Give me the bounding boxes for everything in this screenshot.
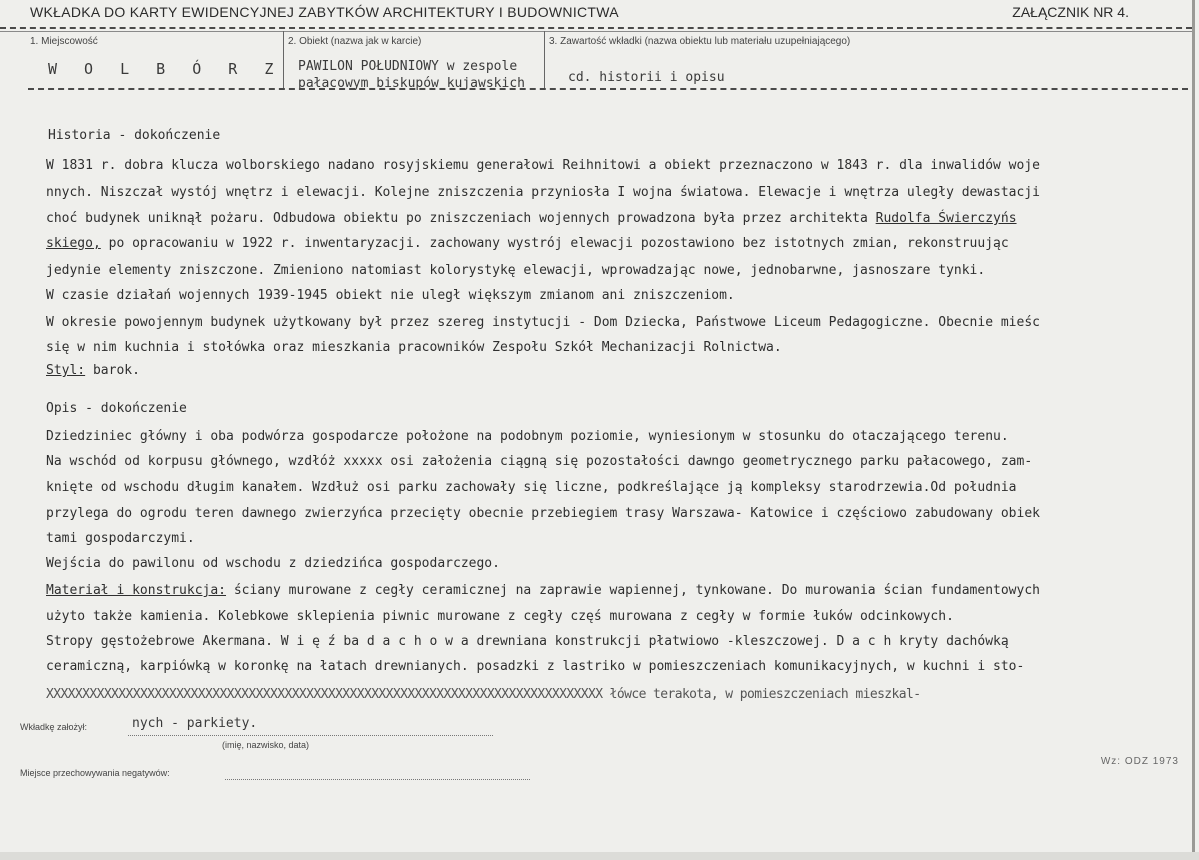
author-label: Wkładkę założył: — [20, 722, 88, 732]
place-label: 1. Miejscowość — [30, 36, 98, 47]
material-line: ceramiczną, karpiówką w koronkę na łatach drewnianych. posadzki z lastriko w pomieszczeniach komunikacyjnych, w kuchni i sto- — [46, 659, 1025, 674]
negatives-dotted-line — [225, 779, 530, 780]
history-line: W okresie powojennym budynek użytkowany był przez szereg instytucji - Dom Dziecka, Państwowe Liceum Pedagogiczne. Obecnie mieśc — [46, 315, 1040, 330]
material-text: ściany murowane z cegły ceramicznej na zaprawie wapiennej, tynkowane. Do murowania ścian fundamentowych — [226, 583, 1040, 598]
header-rule — [0, 27, 1192, 29]
history-heading: Historia - dokończenie — [48, 128, 221, 143]
description-heading: Opis - dokończenie — [46, 401, 187, 416]
material-line: użyto także kamienia. Kolebkowe sklepienia piwnic murowane z cegły częś murowana z cegły w formie łuków odcinkowych. — [46, 609, 954, 624]
header-rule-thin — [0, 31, 1192, 32]
architect-name: Rudolfa Świerczyńs — [875, 211, 1017, 226]
place-value: W O L B Ó R Z — [48, 60, 283, 78]
description-line: Dziedziniec główny i oba podwórza gospodarcze położone na podobnym poziomie, wyniesionym w stosunku do otaczającego terenu. — [46, 429, 1009, 444]
content-label: 3. Zawartość wkładki (nazwa obiektu lub materiału uzupełniającego) — [549, 36, 851, 47]
content-value: cd. historii i opisu — [568, 70, 725, 85]
field-divider — [283, 31, 284, 89]
material-line — [46, 582, 1040, 600]
history-line: jedynie elementy zniszczone. Zmieniono natomiast kolorystykę elewacji, wprowadzając nowe, jednobarwne, jasnoszare tynki. — [46, 263, 986, 278]
sheet-edge-right — [1192, 0, 1195, 860]
history-line: się w nim kuchnia i stołówka oraz mieszkania pracowników Zespołu Szkół Mechanizacji Rolnictwa. — [46, 340, 782, 355]
object-value-line1: PAWILON POŁUDNIOWY w zespole — [298, 59, 518, 74]
description-line: Wejścia do pawilonu od wschodu z dziedzińca gospodarczego. — [46, 556, 500, 571]
history-line: W 1831 r. dobra klucza wolborskiego nadano rosyjskiemu generałowi Reihnitowi a obiekt przeznaczono w 1843 r. dla inwalidów woje — [46, 158, 1040, 173]
negatives-label: Miejsce przechowywania negatywów: — [20, 768, 170, 778]
description-line: przylega do ogrodu teren dawnego zwierzyńca przecięty obecnie przebiegiem trasy Warszawa- Katowice i częściowo zabudowany obiek — [46, 506, 1040, 521]
form-number: Wz: ODZ 1973 — [1100, 756, 1179, 767]
author-dotted-line — [128, 735, 493, 736]
form-title: WKŁADKA DO KARTY EWIDENCYJNEJ ZABYTKÓW ARCHITEKTURY I BUDOWNICTWA — [30, 4, 619, 20]
history-line-text: po opracowaniu w 1922 r. inwentaryzacji. zachowany wystrój elewacji pozostawiono bez istotnych zmian, rekonstruując — [100, 236, 1009, 251]
style-value: barok. — [85, 363, 140, 378]
style-line — [46, 362, 140, 380]
history-line: nnych. Niszczał wystój wnętrz i elewacji. Kolejne zniszczenia przyniosła I wojna światowa. Elewacje i wnętrza uległy dewastacji — [46, 185, 1040, 200]
history-line: W czasie działań wojennych 1939-1945 obiekt nie uległ większym zmianom ani zniszczeniom. — [46, 288, 735, 303]
description-line: tami gospodarczymi. — [46, 531, 195, 546]
material-line: Stropy gęstożebrowe Akermana. W i ę ź ba d a c h o w a drewniana konstrukcji płatwiowo -kleszczowej. D a c h kryty dachówką — [46, 634, 1009, 649]
architect-name-end: skiego, — [46, 236, 101, 251]
material-line-struck: XXXXXXXXXXXXXXXXXXXXXXXXXXXXXXXXXXXXXXXXXXXXXXXXXXXXXXXXXXXXXXXXXXXXXXXXXXXXX łówce terakota, w pomieszczeniach mieszkal- — [46, 687, 921, 702]
author-value: nych - parkiety. — [132, 716, 258, 731]
object-label: 2. Obiekt (nazwa jak w karcie) — [288, 36, 422, 47]
description-line: Na wschód od korpusu głównego, wzdłóż xxxxx osi założenia ciągną się pozostałości dawngo geometrycznego parku pałacowego, zam- — [46, 454, 1033, 469]
material-label: Materiał i konstrukcja: — [46, 583, 227, 598]
sheet-edge-bottom — [0, 852, 1199, 860]
style-label: Styl: — [46, 363, 86, 378]
history-line — [46, 235, 1009, 253]
author-hint: (imię, nazwisko, data) — [222, 740, 310, 750]
object-value-line2: pałacowym biskupów kujawskich — [298, 76, 525, 91]
annex-number: ZAŁĄCZNIK NR 4. — [1012, 4, 1129, 20]
fields-rule — [28, 88, 1188, 90]
description-line: knięte od wschodu długim kanałem. Wzdłuż osi parku zachowały się liczne, podkreślające ją kompleksy starodrzewia.Od południa — [46, 480, 1017, 495]
field-divider — [544, 31, 545, 89]
history-line — [46, 210, 1017, 228]
history-line-text: choć budynek uniknął pożaru. Odbudowa obiektu po zniszczeniach wojennych prowadzona była przez architekta — [46, 211, 876, 226]
